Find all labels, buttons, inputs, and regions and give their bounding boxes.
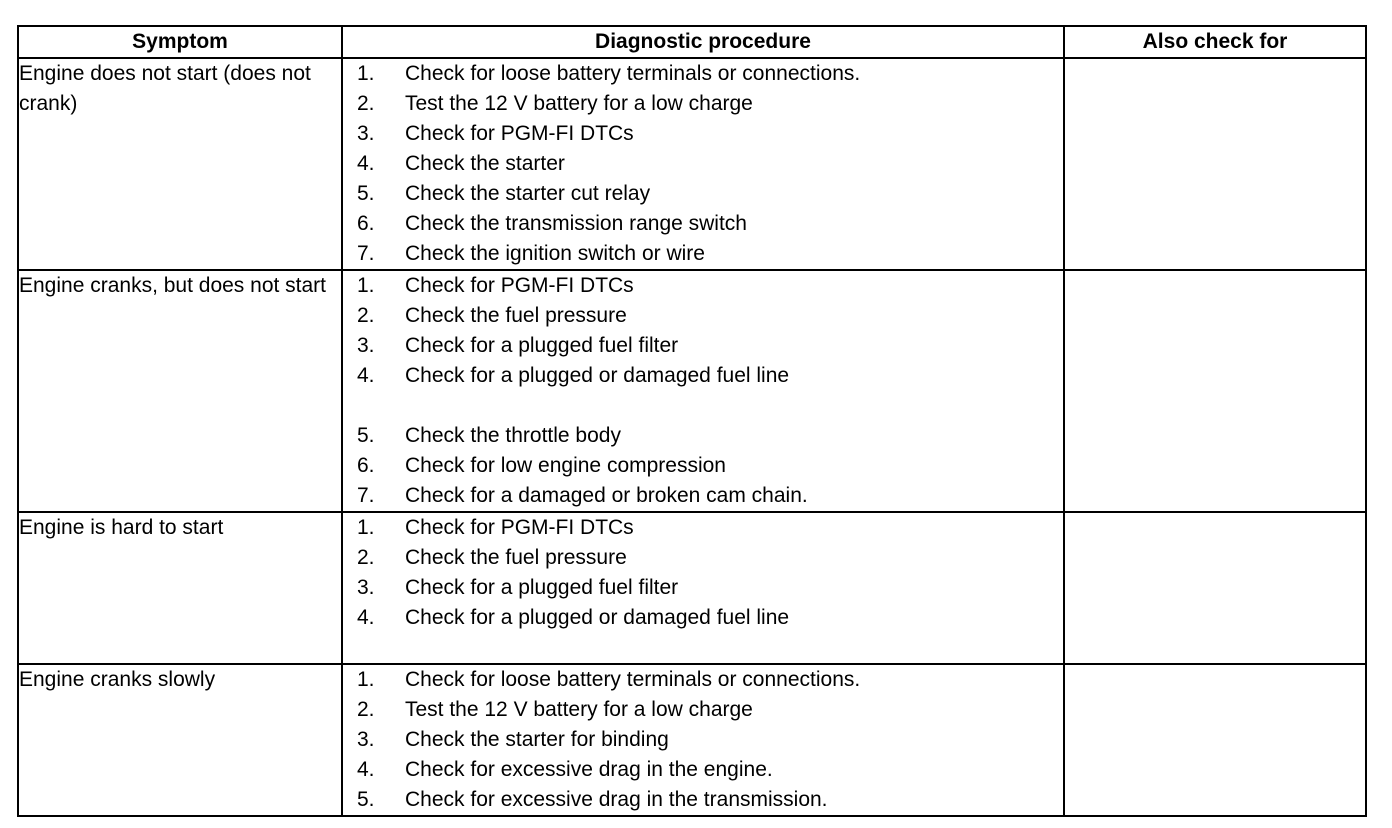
procedure-step	[357, 513, 1063, 543]
procedure-step	[357, 481, 1063, 511]
header-symptom: Symptom	[18, 26, 342, 58]
step-number: 6.	[357, 212, 375, 235]
step-number: 7.	[357, 242, 375, 265]
step-number: 5.	[357, 182, 375, 205]
step-text: Check for loose battery terminals or connections.	[405, 668, 861, 691]
procedure-step	[357, 451, 1063, 481]
step-text: Check for a damaged or broken cam chain.	[405, 484, 808, 507]
also-check-cell	[1064, 58, 1366, 270]
step-number: 6.	[357, 454, 375, 477]
diagnostic-table	[17, 25, 1367, 817]
procedure-list	[343, 665, 1063, 815]
step-text: Check the starter for binding	[405, 728, 669, 751]
step-number: 3.	[357, 728, 375, 751]
header-also-check: Also check for	[1064, 26, 1366, 58]
step-number: 2.	[357, 304, 375, 327]
step-text: Check the ignition switch or wire	[405, 242, 705, 265]
step-text: Test the 12 V battery for a low charge	[405, 698, 753, 721]
procedure-step	[357, 331, 1063, 361]
step-text: Check for a plugged fuel filter	[405, 576, 679, 599]
step-text: Check the fuel pressure	[405, 304, 627, 327]
procedure-step	[357, 421, 1063, 451]
procedure-step	[357, 603, 1063, 633]
procedure-step	[357, 209, 1063, 239]
step-number: 3.	[357, 576, 375, 599]
procedure-step	[357, 301, 1063, 331]
step-number: 3.	[357, 122, 375, 145]
procedure-step	[357, 179, 1063, 209]
procedure-cell	[342, 664, 1064, 816]
procedure-cell	[342, 512, 1064, 664]
procedure-step	[357, 239, 1063, 269]
step-text: Check the starter	[405, 152, 565, 175]
procedure-list	[343, 271, 1063, 511]
step-number: 4.	[357, 758, 375, 781]
step-number: 4.	[357, 364, 375, 387]
step-text: Check for PGM-FI DTCs	[405, 516, 634, 539]
step-number: 2.	[357, 698, 375, 721]
table-row	[18, 270, 1366, 512]
step-text: Check for PGM-FI DTCs	[405, 274, 634, 297]
step-number: 1.	[357, 516, 375, 539]
procedure-list	[343, 59, 1063, 269]
procedure-step	[357, 119, 1063, 149]
symptom-cell: Engine cranks slowly	[18, 664, 342, 816]
step-text: Check for a plugged or damaged fuel line	[405, 606, 790, 629]
procedure-step	[357, 89, 1063, 119]
also-check-cell	[1064, 664, 1366, 816]
procedure-step	[357, 543, 1063, 573]
procedure-step	[357, 725, 1063, 755]
procedure-cell	[342, 58, 1064, 270]
header-procedure: Diagnostic procedure	[342, 26, 1064, 58]
header-row	[18, 26, 1366, 58]
step-number: 1.	[357, 668, 375, 691]
step-text: Check for low engine compression	[405, 454, 726, 477]
symptom-cell: Engine cranks, but does not start	[18, 270, 342, 512]
procedure-list	[343, 513, 1063, 633]
procedure-step	[357, 271, 1063, 301]
table-row	[18, 58, 1366, 270]
procedure-step	[357, 361, 1063, 391]
step-text: Check the throttle body	[405, 424, 621, 447]
step-number: 3.	[357, 334, 375, 357]
procedure-cell	[342, 270, 1064, 512]
step-text: Check for a plugged fuel filter	[405, 334, 679, 357]
symptom-cell: Engine is hard to start	[18, 512, 342, 664]
step-text: Check the starter cut relay	[405, 182, 651, 205]
step-text: Check the transmission range switch	[405, 212, 747, 235]
procedure-step	[357, 785, 1063, 815]
step-number: 2.	[357, 92, 375, 115]
step-text: Check for excessive drag in the transmission.	[405, 788, 828, 811]
table-row	[18, 664, 1366, 816]
step-number: 5.	[357, 424, 375, 447]
step-number: 5.	[357, 788, 375, 811]
step-number: 4.	[357, 606, 375, 629]
step-number: 4.	[357, 152, 375, 175]
also-check-cell	[1064, 270, 1366, 512]
step-number: 1.	[357, 62, 375, 85]
also-check-cell	[1064, 512, 1366, 664]
step-number: 2.	[357, 546, 375, 569]
procedure-step	[357, 149, 1063, 179]
procedure-step	[357, 665, 1063, 695]
step-number: 7.	[357, 484, 375, 507]
procedure-step	[357, 755, 1063, 785]
step-text: Check for a plugged or damaged fuel line	[405, 364, 790, 387]
procedure-step	[357, 59, 1063, 89]
step-text: Check for loose battery terminals or connections.	[405, 62, 861, 85]
step-text: Check the fuel pressure	[405, 546, 627, 569]
step-text: Check for excessive drag in the engine.	[405, 758, 773, 781]
step-text: Check for PGM-FI DTCs	[405, 122, 634, 145]
procedure-step	[357, 695, 1063, 725]
procedure-step	[357, 573, 1063, 603]
table-row	[18, 512, 1366, 664]
symptom-cell: Engine does not start (does not crank)	[18, 58, 342, 270]
step-number: 1.	[357, 274, 375, 297]
step-text: Test the 12 V battery for a low charge	[405, 92, 753, 115]
